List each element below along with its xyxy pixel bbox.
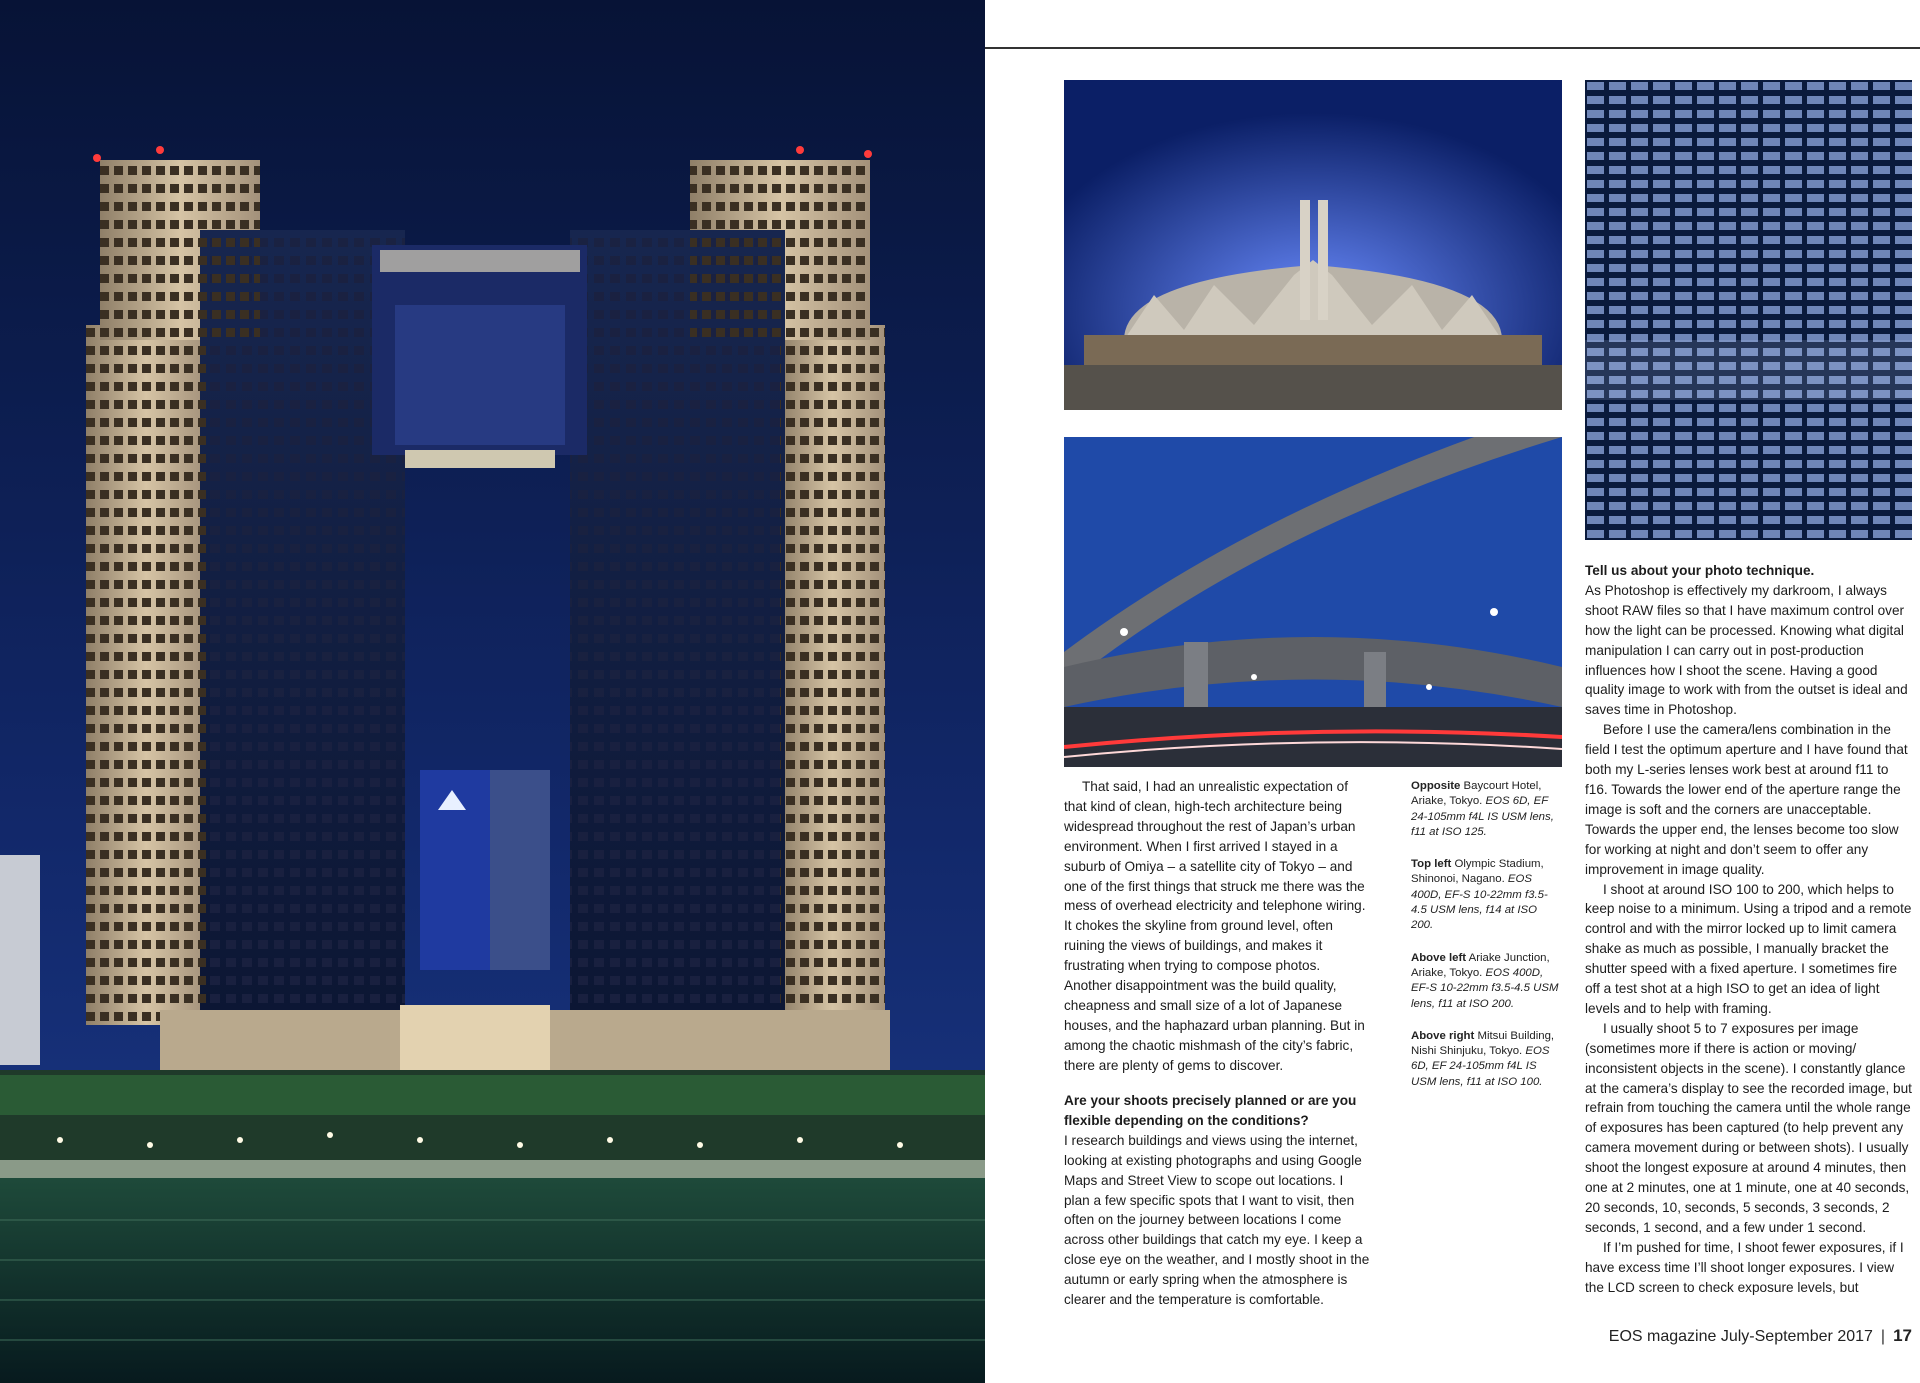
photo-captions xyxy=(1411,779,1561,1107)
caption-above-left: Above left Ariake Junction, Ariake, Tokyo. EOS 400D, EF-S 10-22mm f3.5-4.5 USM lens, f11 at ISO 200. xyxy=(1411,951,1559,1010)
column-1-text xyxy=(1064,777,1370,1076)
column-1-paragraph: That said, I had an unrealistic expectation of that kind of clean, high-tech architecture being widespread throughout the rest of Japan’s urban environment. When I first arrived I stayed in a suburb of Omiya – a satellite city of Tokyo – and one of the first things that struck me there was the mess of overhead electricity and telephone wiring. It chokes the skyline from ground level, often ruining the views of buildings, and makes it frustrating when trying to compose photos. Another disappointment was the build quality, cheapness and small size of a lot of Japanese houses, and the haphazard urban planning. But in among the chaotic mishmash of the city’s fabric, there are plenty of gems to discover. xyxy=(1064,779,1366,1073)
olympic-stadium-photo xyxy=(1064,80,1562,410)
question-heading-photo-technique: Tell us about your photo technique. xyxy=(1585,563,1815,578)
page-footer xyxy=(1585,1326,1912,1346)
ariake-junction-photo xyxy=(1064,437,1562,767)
answer-paragraph-shoots-planned: I research buildings and views using the internet, looking at existing photographs and using Google Maps and Street View to scope out locations. I plan a few specific spots that I want to visit, then often on the journey between locations I come across other buildings that catch my eye. I keep a close eye on the weather, and I mostly shoot in the autumn or early spring when the atmosphere is clearer and the temperature is comfortable. xyxy=(1064,1132,1370,1308)
technique-paragraph-1: As Photoshop is effectively my darkroom, I always shoot RAW files so that I have maximum control over how the light can be processed. Knowing what digital manipulation I can carry out in post-production influences how I shoot the scene. Having a good quality image to work with from the outset is ideal and saves time in Photoshop. xyxy=(1585,582,1908,718)
technique-paragraph-4: I usually shoot 5 to 7 exposures per image (sometimes more if there is action or moving/ inconsistent objects in the scene). I constantly glance at the camera’s display to see the recorded image, but refrain from touching the camera until the whole range of exposures has been captured (to help prevent any camera movement during or between shots). I usually shoot the longest exposure at around 4 minutes, then one at 2 minutes, one at 1 minute, one at 40 seconds, 20 seconds, 10, seconds, 5 seconds, 3 seconds, 2 seconds, 1 second, and a few under 1 second. xyxy=(1585,1020,1912,1235)
magazine-issue: EOS magazine July-September 2017 xyxy=(1608,1328,1873,1345)
footer-divider: | xyxy=(1880,1328,1886,1345)
technique-paragraph-5: If I’m pushed for time, I shoot fewer exposures, if I have excess time I’ll shoot longer exposures. I view the LCD screen to check exposure levels, but xyxy=(1585,1239,1904,1295)
caption-opposite: Opposite Baycourt Hotel, Ariake, Tokyo. EOS 6D, EF 24-105mm f4L IS USM lens, f11 at ISO 125. xyxy=(1411,780,1554,838)
technique-paragraph-3: I shoot at around ISO 100 to 200, which helps to keep noise to a minimum. Using a tripod and a remote control and with the mirror locked up to limit camera shake as much as possible, I manually bracket the shutter speed with a fixed aperture. I sometimes fire off a test shot at a high ISO to get an idea of light levels and to help with framing. xyxy=(1585,881,1912,1016)
technique-paragraph-2: Before I use the camera/lens combination in the field I test the optimum aperture and I have found that both my L-series lenses work best at around f11 to f16. Towards the lower end of the aperture range the image is soft and the corners are unacceptable. Towards the upper end, the lenses become too slow for working at night and don’t seem to offer any improvement in image quality. xyxy=(1585,722,1908,877)
question-heading-shoots-planned: Are your shoots precisely planned or are you flexible depending on the conditions? xyxy=(1064,1093,1357,1128)
mitsui-building-photo xyxy=(1585,80,1912,540)
header-rule xyxy=(985,47,1920,49)
column-1-question-block xyxy=(1064,1091,1370,1310)
column-3-text xyxy=(1585,561,1912,1298)
caption-above-right: Above right Mitsui Building, Nishi Shinjuku, Tokyo. EOS 6D, EF 24-105mm f4L IS USM lens, f11 at ISO 100. xyxy=(1411,1029,1555,1088)
page-number: 17 xyxy=(1893,1326,1912,1345)
caption-top-left: Top left Olympic Stadium, Shinonoi, Nagano. EOS 400D, EF-S 10-22mm f3.5-4.5 USM lens, f14 at ISO 200. xyxy=(1411,858,1548,932)
